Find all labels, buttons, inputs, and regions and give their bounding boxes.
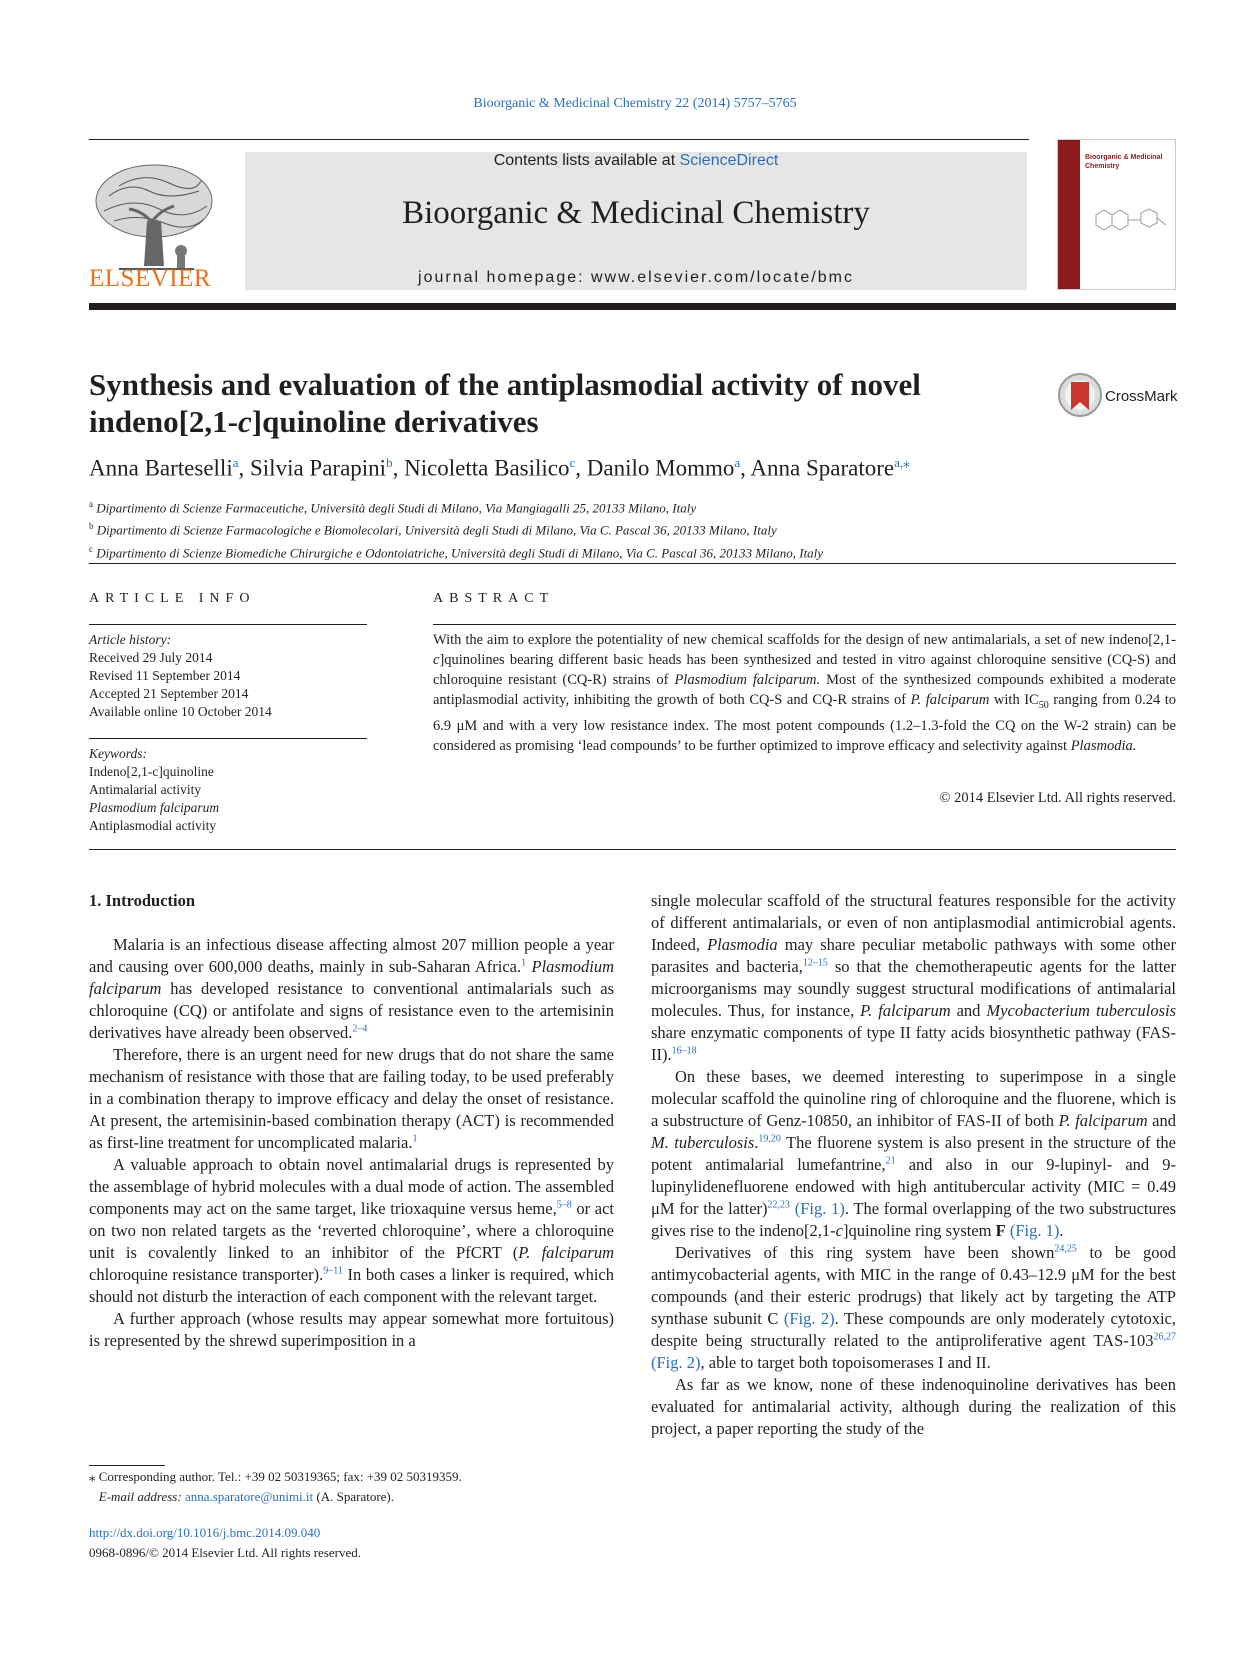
- email-line: E-mail address: anna.sparatore@unimi.it (A. Sparatore).: [98, 1489, 395, 1504]
- affiliations: [89, 495, 1089, 562]
- abstract-label: ABSTRACT: [433, 591, 555, 606]
- affiliation-text: Dipartimento di Scienze Farmacologiche e Biomolecolari, Università degli Studi di Milano, Via C. Pascal 36, 20133 Milano, Italy: [96, 522, 777, 538]
- author-affil-sup[interactable]: b: [386, 455, 393, 470]
- info-rule: [89, 624, 367, 625]
- affiliation-item: [89, 495, 1089, 517]
- body-paragraph: single molecular scaffold of the structural features responsible for the activity of different antimalarials, or even of non antiplasmodial antimicrobial agents. Indeed, Plasmodia may share peculiar metabolic pathways with some other parasites and bacteria,$^{12-15}$ so that the chemotherapeutic agents for the latter microorganisms may soundly suggest structural modifications of antimalarial molecules. Thus, for instance, P. falciparum and Mycobacterium tuberculosis share enzymatic components of type II fatty acids biosynthetic pathway (FAS-II).$^{16-18}$: [651, 891, 1176, 1064]
- affiliation-sup: a: [89, 499, 93, 509]
- footnote-rule: [89, 1465, 165, 1466]
- title-line-1: Synthesis and evaluation of the antiplasmodial activity of novel: [89, 367, 921, 402]
- journal-name: Bioorganic & Medicinal Chemistry: [402, 195, 870, 231]
- cover-title: Bioorganic & Medicinal Chemistry: [1085, 154, 1163, 170]
- keywords: [89, 745, 369, 835]
- journal-cover-thumbnail[interactable]: [1057, 139, 1176, 290]
- author-name[interactable]: Danilo Mommo: [586, 455, 735, 481]
- article-title: [89, 366, 989, 440]
- section-heading: 1. Introduction: [89, 891, 196, 910]
- history-item: Received 29 July 2014: [89, 650, 213, 665]
- crossmark-label[interactable]: CrossMark: [1105, 388, 1178, 405]
- author-affil-sup[interactable]: a: [232, 455, 239, 470]
- doi-link[interactable]: http://dx.doi.org/10.1016/j.bmc.2014.09.040: [89, 1525, 321, 1540]
- author-name[interactable]: Nicoletta Basilico: [404, 455, 570, 481]
- author-list: Anna Barteselli$^a$, Silvia Parapini$^b$, Nicoletta Basilico$^c$, Danilo Mommo$^a$, Anna Sparatore$^{a,⁎}$: [89, 455, 910, 481]
- corresponding-author: ⁎ Corresponding author. Tel.: +39 02 50319365; fax: +39 02 50319359.: [89, 1469, 462, 1484]
- cover-molecule-icon: [1086, 195, 1171, 245]
- affiliation-item: [89, 517, 1089, 539]
- title-line-2c: ]quinoline derivatives: [251, 404, 539, 439]
- abstract-bottom-rule: [89, 849, 1176, 850]
- crossmark-icon[interactable]: [1057, 372, 1103, 418]
- keyword-item: Plasmodium falciparum: [89, 800, 220, 815]
- affiliation-sup: b: [89, 521, 94, 532]
- keyword-item: Antiplasmodial activity: [89, 818, 217, 833]
- affiliation-text: Dipartimento di Scienze Farmaceutiche, Università degli Studi di Milano, Via Mangiagalli 25, 20133 Milano, Italy: [96, 500, 697, 516]
- sciencedirect-link[interactable]: ScienceDirect: [679, 152, 779, 169]
- affiliation-sup: c: [89, 543, 93, 554]
- body-paragraph: A further approach (whose results may appear somewhat more fortuitous) is represented by the shrewd superimposition in a: [89, 1309, 614, 1350]
- history-item: Accepted 21 September 2014: [89, 686, 249, 701]
- issn-line: 0968-0896/© 2014 Elsevier Ltd. All rights reserved.: [89, 1545, 361, 1560]
- history-item: Revised 11 September 2014: [89, 668, 241, 683]
- author-affil-sup[interactable]: a,⁎: [894, 455, 910, 470]
- history-title: Article history:: [89, 632, 172, 647]
- title-line-2a: indeno[2,1-: [89, 404, 238, 439]
- body-paragraph: Derivatives of this ring system have been shown$^{24,25}$ to be good antimycobacterial agents, with MIC in the range of 0.43–12.9 μM for the best compounds (and their esteric prodrugs) that likely act by targeting the ATP synthase subunit C (Fig. 2). These compounds are only moderately cytotoxic, despite being structurally related to the antiproliferative agent TAS-103$^{26,27}$ (Fig. 2), able to target both topoisomerases I and II.: [651, 1243, 1176, 1372]
- elsevier-wordmark: ELSEVIER: [89, 265, 212, 292]
- contents-prefix: Contents lists available at: [493, 152, 680, 169]
- body-paragraph: On these bases, we deemed interesting to superimpose in a single molecular scaffold the quinoline ring of chloroquine and the fluorene, which is a substructure of Genz-10850, an inhibitor of FAS-II of both P. falciparum and M. tuberculosis.$^{19,20}$ The fluorene system is also present in the structure of the potent antimalarial lumefantrine,$^{21}$ and also in our 9-lupinyl- and 9-lupinylidenefluorene endowed with high antitubercular activity (MIC = 0.49 μM for the latter)$^{22,23}$ (Fig. 1). The formal overlapping of the two substructures gives rise to the indeno[2,1-c]quinoline ring system F (Fig. 1).: [651, 1067, 1177, 1240]
- author-name[interactable]: Anna Barteselli: [89, 455, 233, 481]
- title-line-2b: c: [238, 404, 252, 439]
- body-paragraph: As far as we know, none of these indenoquinoline derivatives has been evaluated for antimalarial activity, although during the realization of this project, a paper reporting the study of the: [651, 1375, 1176, 1438]
- body-right-column: [651, 890, 1176, 1440]
- email-link[interactable]: anna.sparatore@unimi.it: [184, 1489, 314, 1504]
- author-affil-sup[interactable]: c: [569, 455, 576, 470]
- author-name[interactable]: Silvia Parapini: [250, 455, 387, 481]
- keywords-rule: [89, 738, 367, 739]
- author-affil-sup[interactable]: a: [734, 455, 741, 470]
- keyword-item: Indeno[2,1-c]quinoline: [89, 764, 214, 779]
- cover-band: [1058, 140, 1080, 289]
- body-paragraph: Malaria is an infectious disease affecting almost 207 million people a year and causing over 600,000 deaths, mainly in sub-Saharan Africa.$^1$ Plasmodium falciparum has developed resistance to conventional antimalarials such as chloroquine (CQ) or antifolate and signs of resistance even to the artemisinin derivatives have already been observed.$^{2-4}$: [89, 935, 615, 1042]
- affiliation-text: Dipartimento di Scienze Biomediche Chirurgiche e Odontoiatriche, Università degli Studi di Milano, Via C. Pascal 36, 20133 Milano, Italy: [96, 544, 824, 560]
- article-history: [89, 631, 369, 721]
- header-thick-rule: [89, 303, 1176, 310]
- history-item: Available online 10 October 2014: [89, 704, 272, 719]
- keywords-title: Keywords:: [89, 746, 147, 761]
- article-info-label: ARTICLE INFO: [89, 591, 256, 606]
- contents-line: [245, 152, 1027, 170]
- author-name[interactable]: Anna Sparatore: [750, 455, 895, 481]
- affiliation-rule: [89, 563, 1176, 564]
- journal-homepage[interactable]: journal homepage: www.elsevier.com/locate/bmc: [418, 269, 854, 286]
- body-paragraph: A valuable approach to obtain novel antimalarial drugs is represented by the assemblage of hybrid molecules with a dual mode of action. The assembled components may act on the same target, like trioxaquine versus heme,$^{5-8}$ or act on two non related targets as the ‘reverted chloroquine’, where a chloroquine unit is covalently linked to an inhibitor of the PfCRT (P. falciparum chloroquine resistance transporter).$^{9-11}$ In both cases a linker is required, which should not disturb the interaction of each component with the relevant target.: [89, 1155, 614, 1306]
- footnote: [89, 1467, 619, 1507]
- keyword-item: Antimalarial activity: [89, 782, 202, 797]
- affiliation-item: [89, 540, 1089, 562]
- abstract-text: With the aim to explore the potentiality of new chemical scaffolds for the design of new antimalarials, a set of new indeno[2,1-c]quinolines bearing different basic heads has been synthesized and tested in vitro against chloroquine sensitive (CQ-S) and chloroquine resistant (CQ-R) strains of Plasmodium falciparum. Most of the synthesized compounds exhibited a moderate antiplasmodial activity, inhibiting the growth of both CQ-S and CQ-R strains of P. falciparum with $IC_{50}$ ranging from 0.24 to 6.9 μM and with a very low resistance index. The most potent compounds (1.2–1.3-fold the CQ on the W-2 strain) can be considered as promising ‘lead compounds’ to be further optimized to improve efficacy and selectivity against Plasmodia.: [433, 632, 1177, 754]
- body-paragraph: Therefore, there is an urgent need for new drugs that do not share the same mechanism of resistance with those that are failing today, to be used preferably in a combination therapy to improve efficacy and delay the onset of resistance. At present, the artemisinin-based combination therapy (ACT) is recommended as first-line treatment for uncomplicated malaria.$^1$: [89, 1045, 614, 1152]
- body-left-column: [89, 890, 614, 1352]
- journal-citation[interactable]: Bioorganic & Medicinal Chemistry 22 (2014) 5757–5765: [473, 96, 797, 111]
- abstract-rule: [433, 624, 1176, 625]
- header-rule: [89, 139, 1029, 140]
- abstract-copyright: © 2014 Elsevier Ltd. All rights reserved.: [939, 790, 1176, 806]
